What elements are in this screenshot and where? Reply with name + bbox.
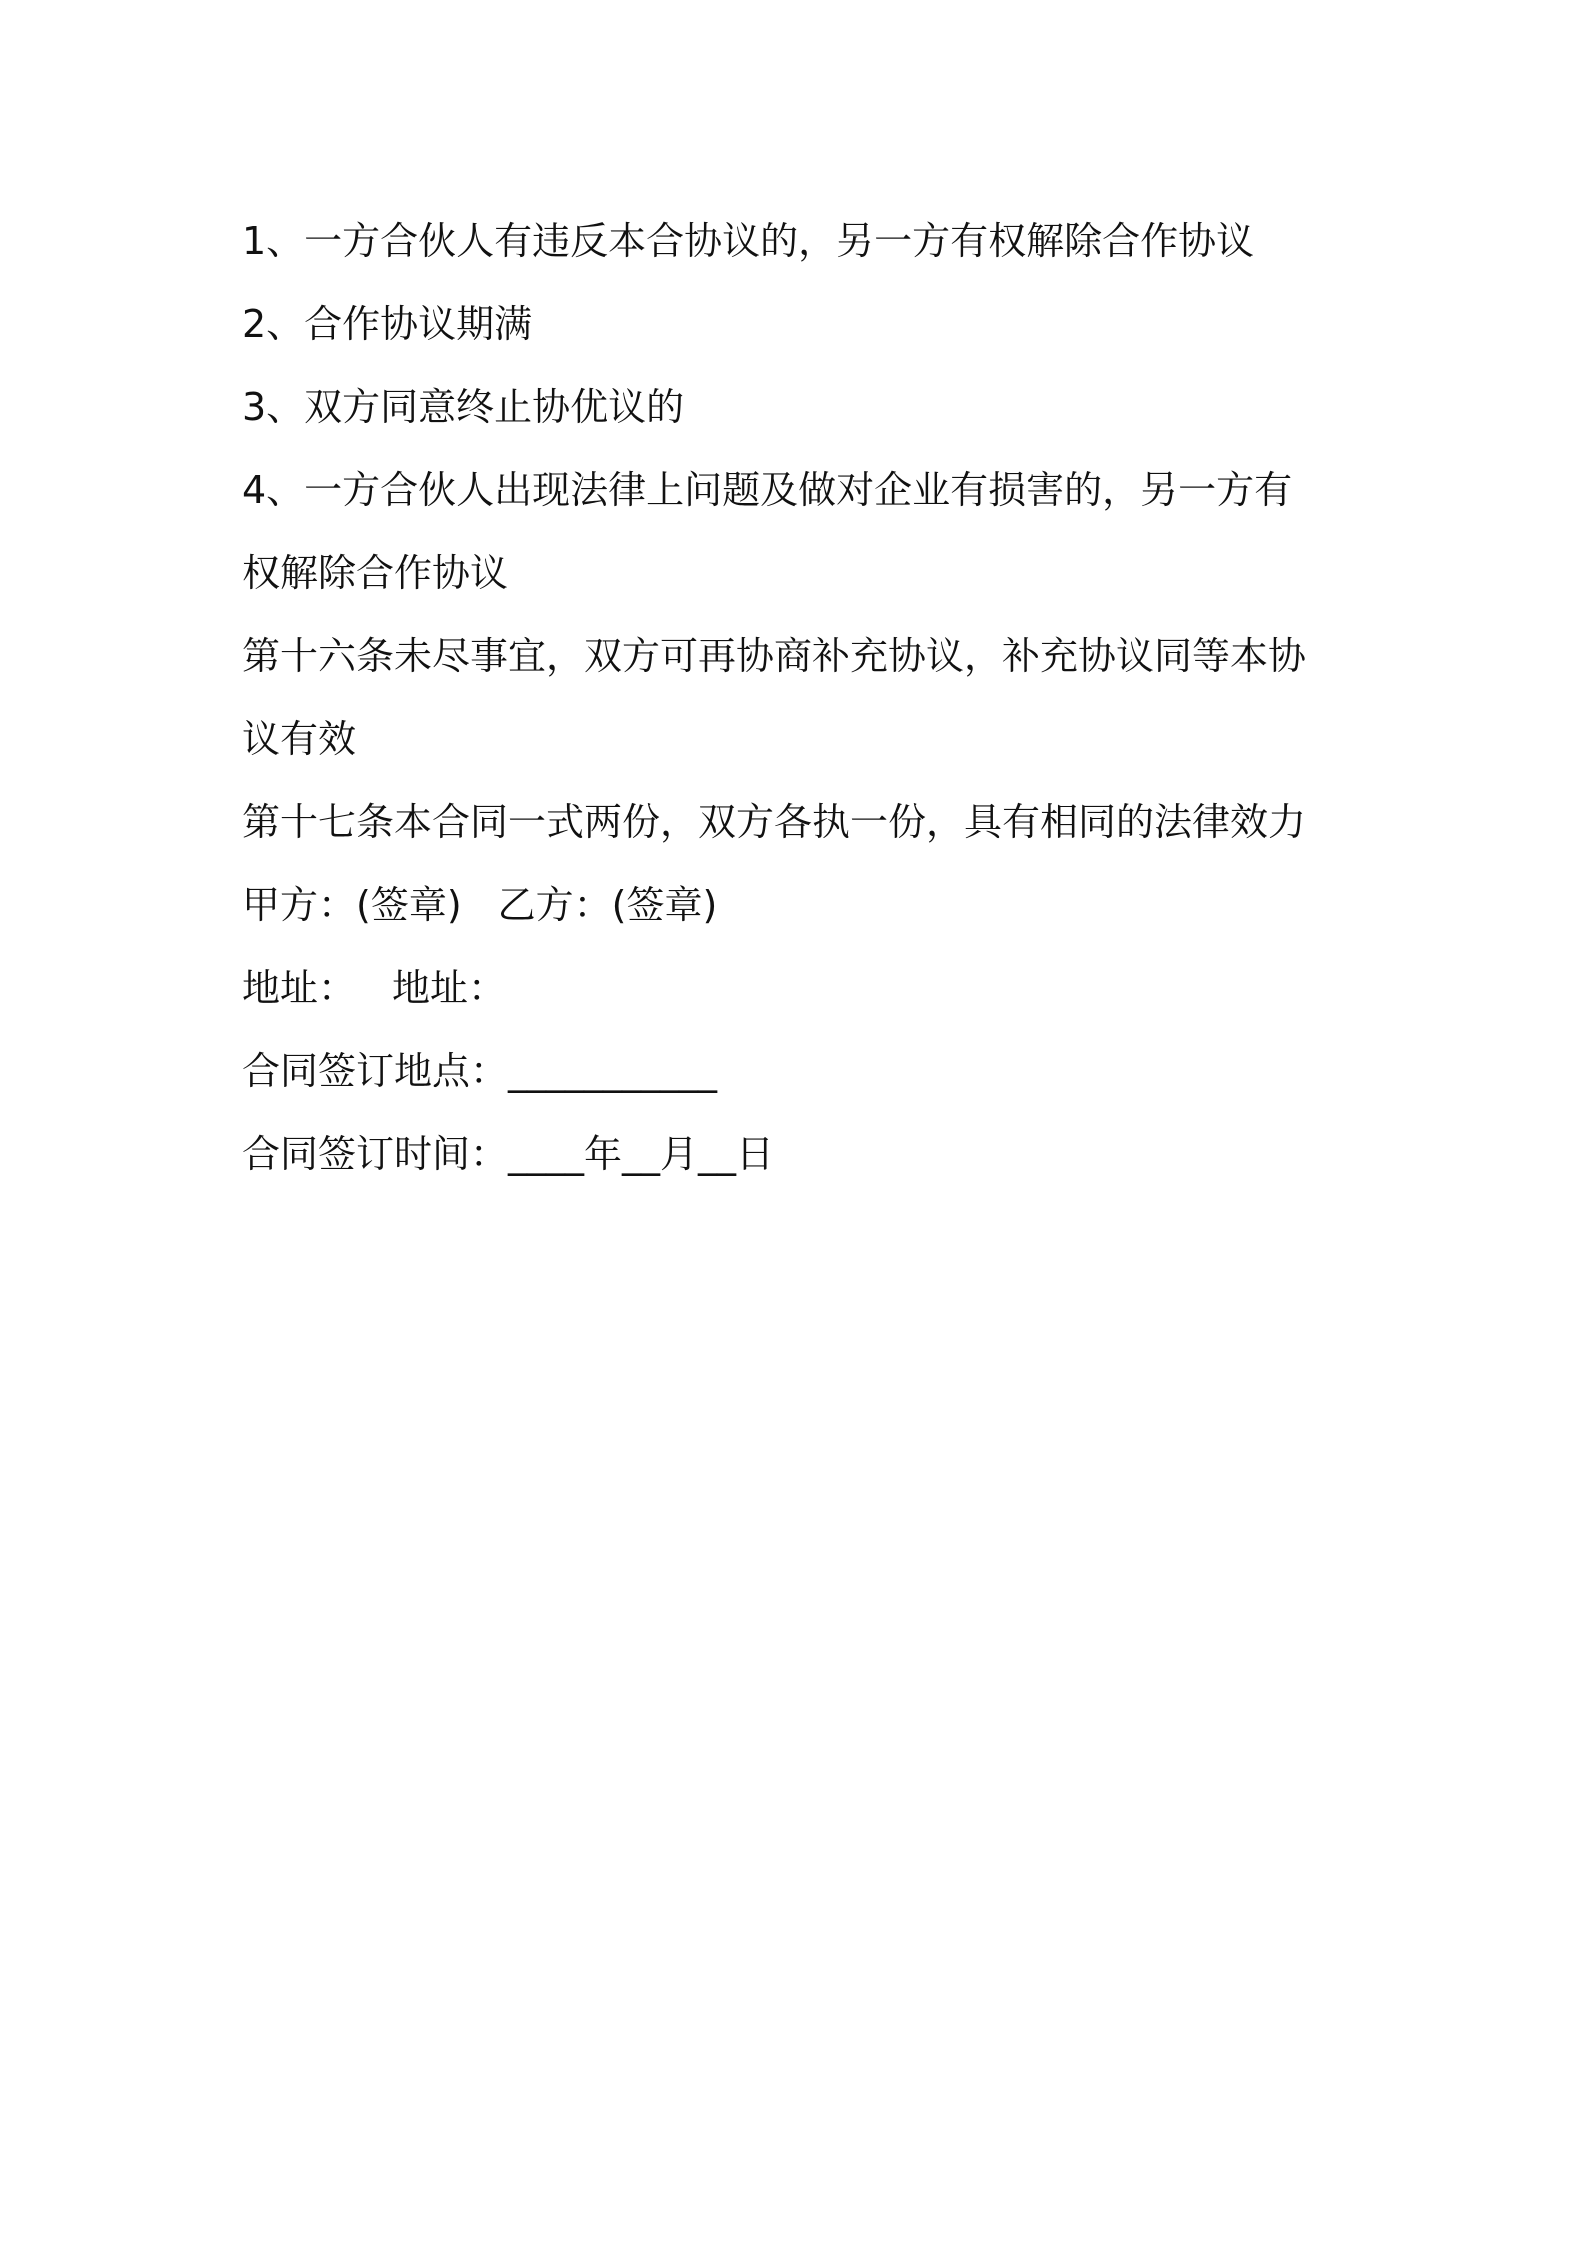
article-17: 第十七条本合同一式两份，双方各执一份，具有相同的法律效力 [242, 800, 1307, 844]
signature-line [242, 864, 1362, 947]
article-16-line-2: 议有效 [242, 717, 357, 761]
article-16-line-1: 第十六条未尽事宜，双方可再协商补充协议，补充协议同等本协 [242, 634, 1307, 678]
signing-time: 合同签订时间：____年__月__日 [242, 1132, 775, 1176]
party-a-address: 地址： [242, 966, 357, 1010]
party-b-address: 地址： [392, 966, 507, 1010]
party-a-signature: 甲方：(签章) [242, 883, 462, 927]
clause-item-3: 3、双方同意终止协优议的 [242, 385, 685, 429]
clause-item-2: 2、合作协议期满 [242, 302, 533, 346]
clause-item-4: 4、一方合伙人出现法律上问题及做对企业有损害的，另一方有 [242, 468, 1293, 512]
contract-text [242, 200, 1362, 1196]
clause-item-1: 1、一方合伙人有违反本合协议的，另一方有权解除合作协议 [242, 219, 1255, 263]
address-line [242, 947, 1362, 1030]
clause-item-4-continued: 权解除合作协议 [242, 551, 509, 595]
party-b-signature: 乙方：(签章) [497, 883, 718, 927]
signing-place: 合同签订地点：___________ [242, 1049, 718, 1093]
